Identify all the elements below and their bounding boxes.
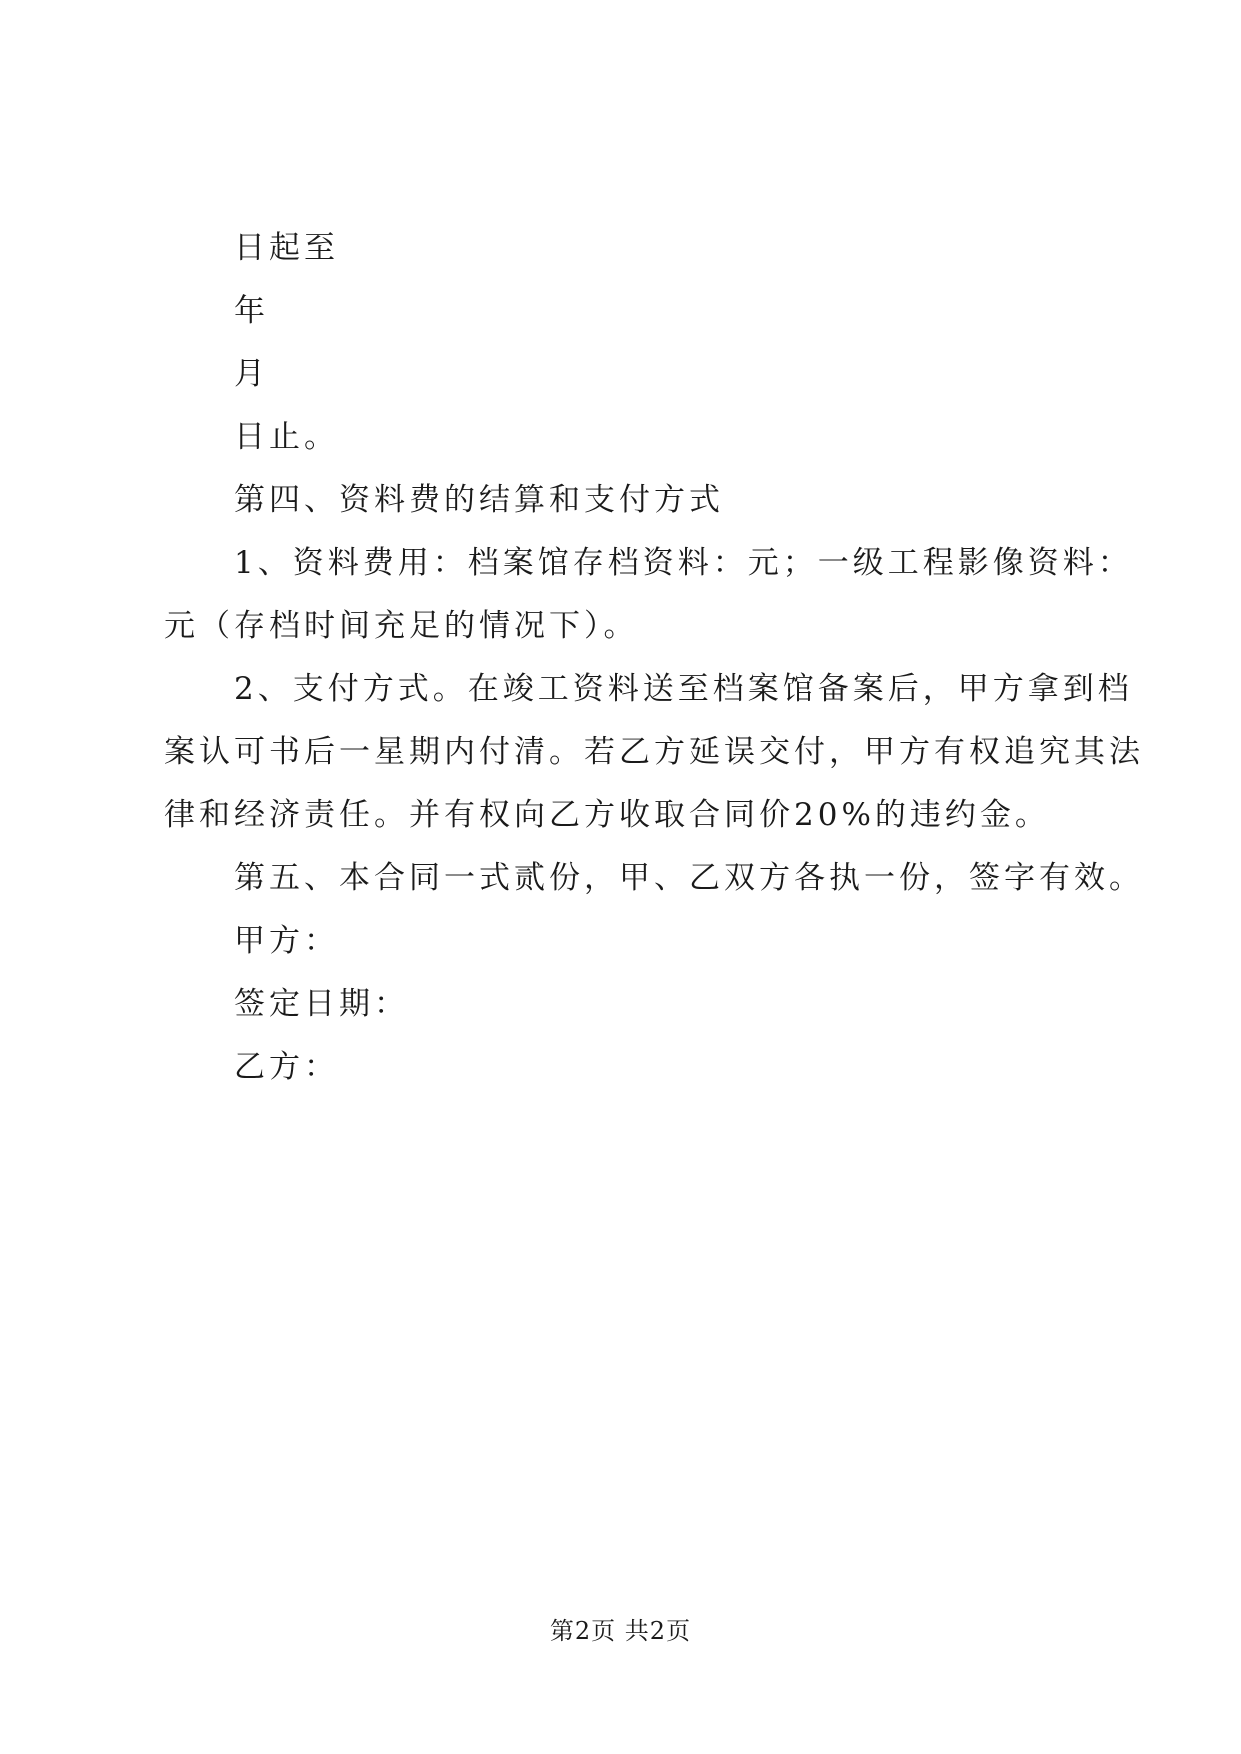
paragraph-payment-line-1: 2、支付方式。在竣工资料送至档案馆备案后，甲方拿到档 (234, 671, 1133, 707)
paragraph-fees-line-2: 元（存档时间充足的情况下）。 (164, 608, 639, 644)
text-line-date-start: 日起至 (234, 230, 339, 266)
section-heading-copies: 第五、本合同一式贰份，甲、乙双方各执一份，签字有效。 (234, 860, 1144, 896)
signing-date-label: 签定日期： (234, 986, 409, 1022)
text-line-month: 月 (234, 356, 269, 392)
party-b-label: 乙方： (234, 1049, 339, 1085)
page-footer: 第2页 共2页 (549, 1617, 692, 1645)
section-heading-payment: 第四、资料费的结算和支付方式 (234, 482, 724, 518)
party-a-label: 甲方： (234, 923, 339, 959)
paragraph-payment-line-2: 案认可书后一星期内付清。若乙方延误交付，甲方有权追究其法 (164, 734, 1144, 770)
text-line-date-end: 日止。 (234, 419, 339, 455)
text-line-year: 年 (234, 293, 269, 329)
paragraph-fees-line-1: 1、资料费用：档案馆存档资料：元；一级工程影像资料： (234, 545, 1133, 581)
paragraph-payment-line-3: 律和经济责任。并有权向乙方收取合同价20%的违约金。 (164, 797, 1050, 833)
